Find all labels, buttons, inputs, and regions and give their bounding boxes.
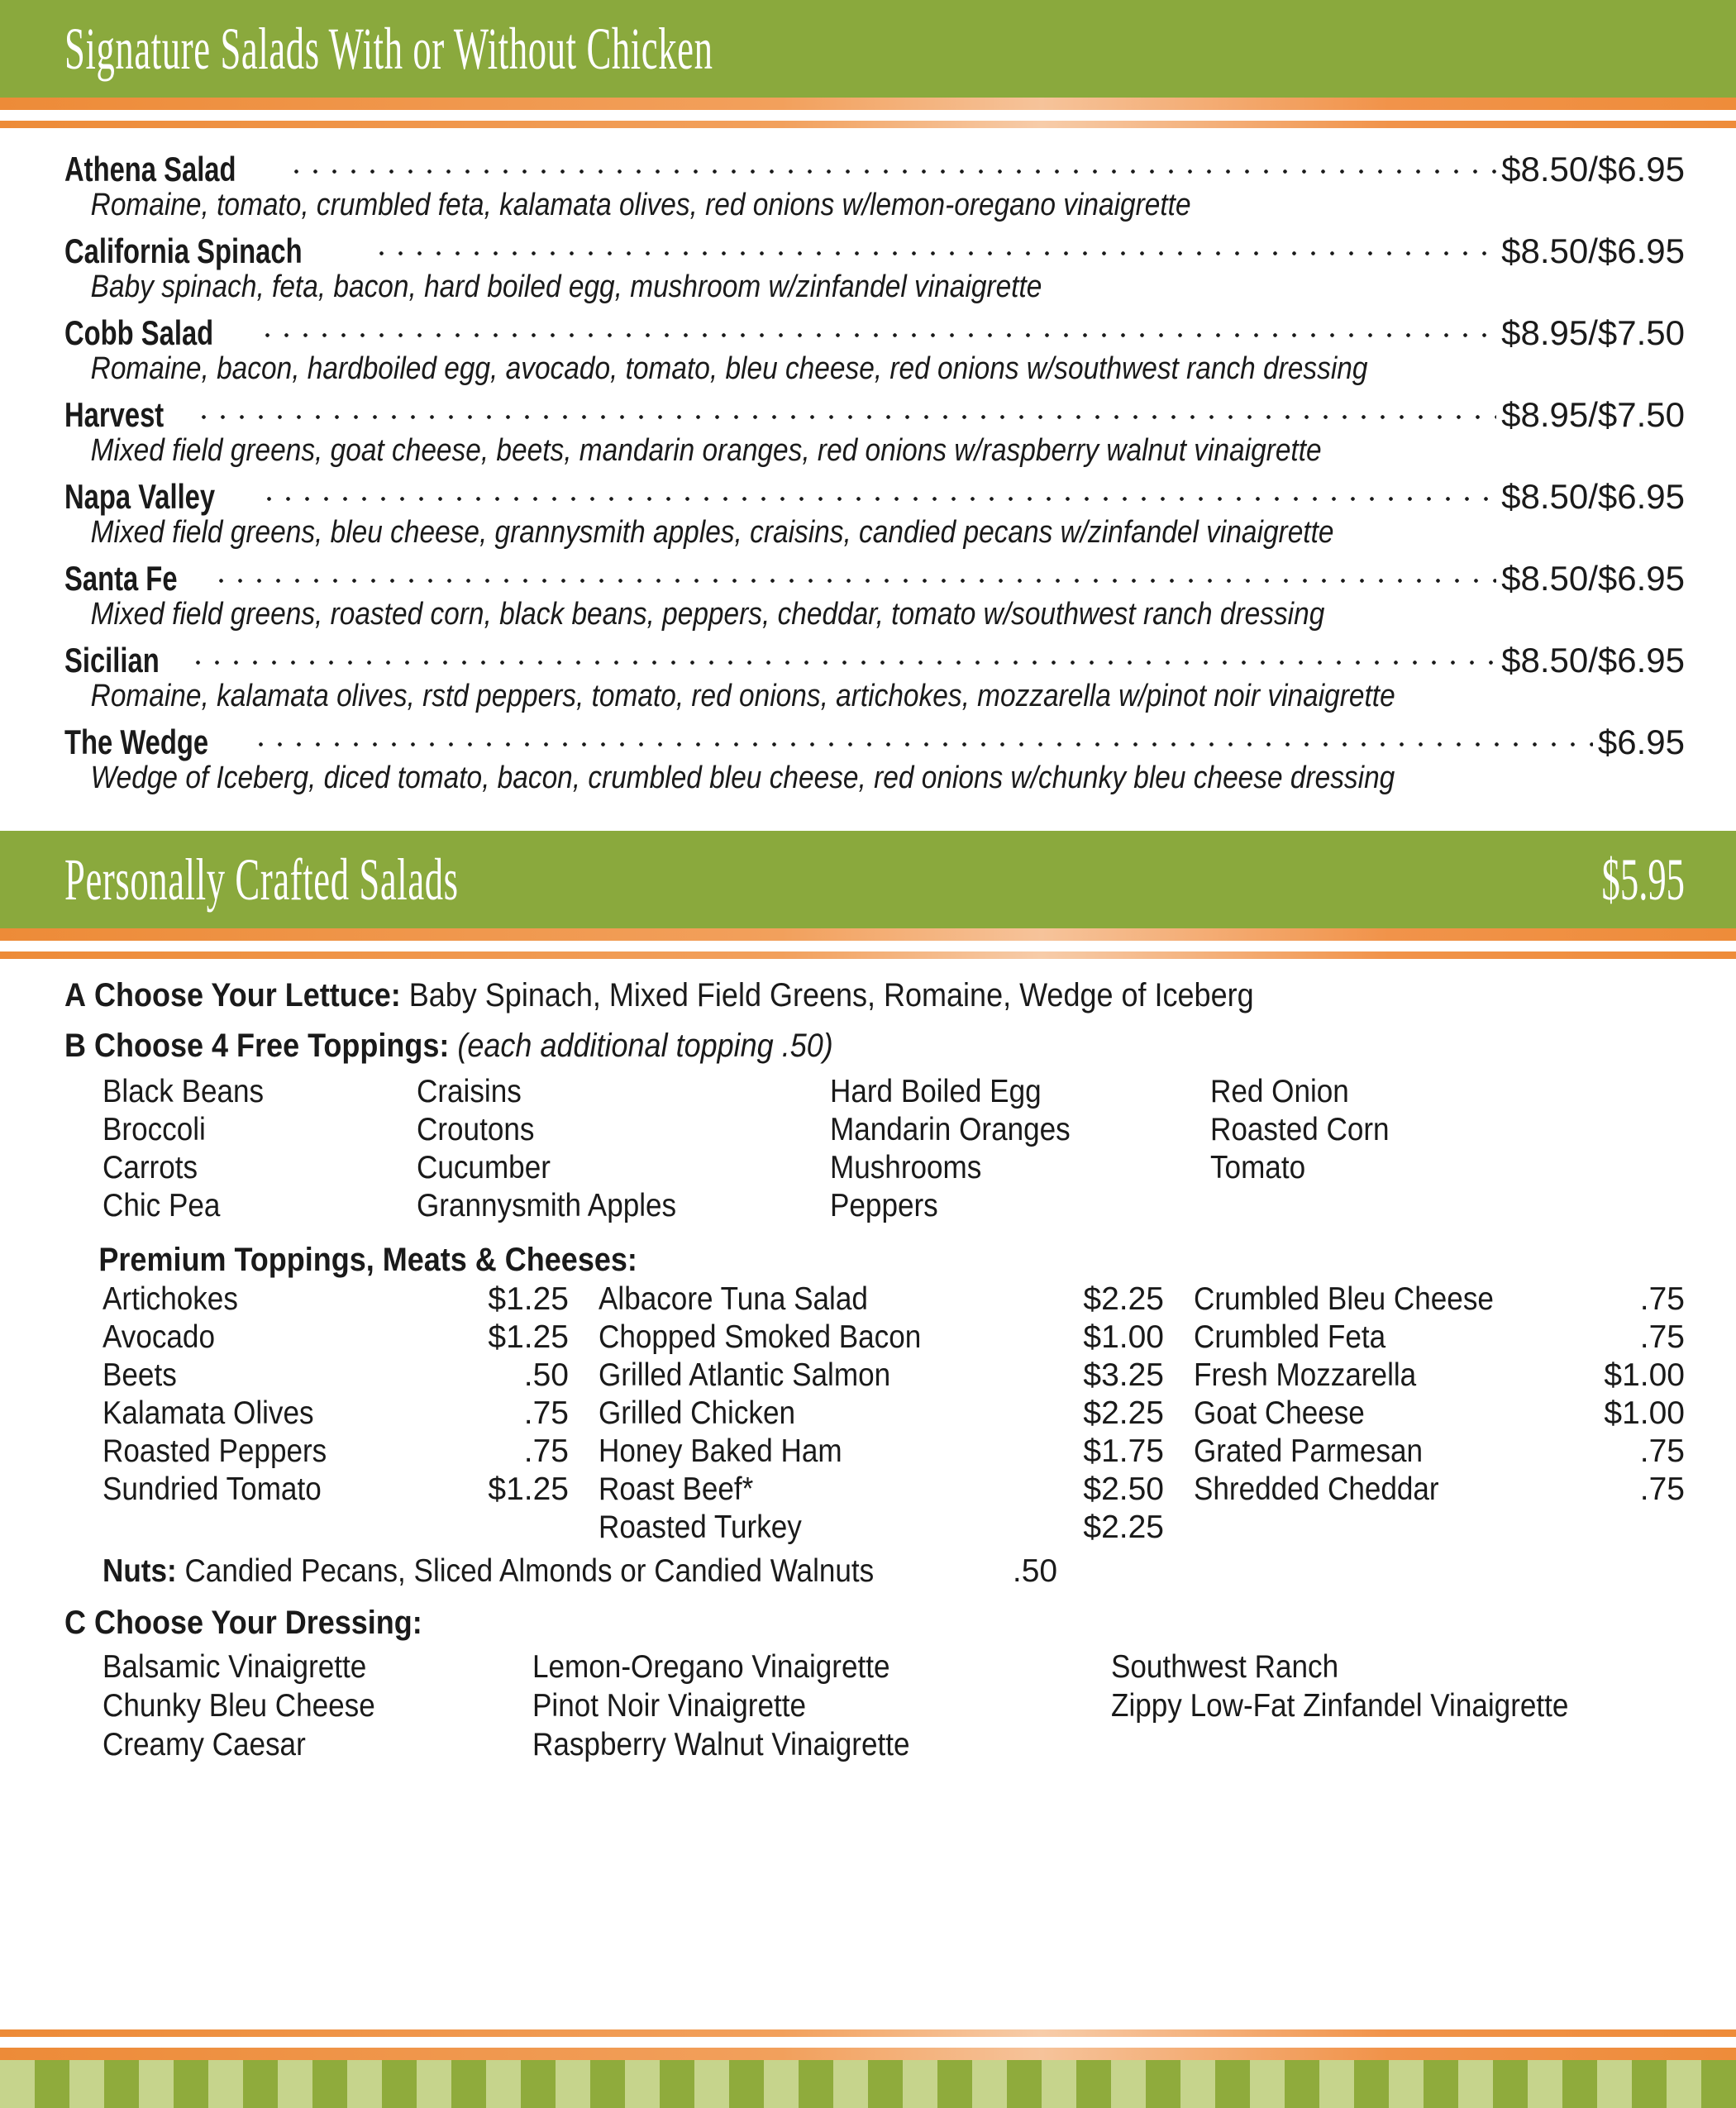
premium-name: Sundried Tomato	[103, 1471, 322, 1508]
menu-item-description: Romaine, bacon, hardboiled egg, avocado, tomato, bleu cheese, red onions w/southwest ranch dressing	[90, 351, 1368, 386]
footer-stripe	[1319, 2060, 1354, 2108]
topping-item: Peppers	[830, 1188, 938, 1224]
menu-item	[64, 150, 1685, 223]
footer-stripe	[1528, 2060, 1562, 2108]
dressing-item: Zippy Low-Fat Zinfandel Vinaigrette	[1111, 1687, 1569, 1724]
dot-leader	[259, 724, 1593, 754]
menu-item-description: Romaine, tomato, crumbled feta, kalamata olives, red onions w/lemon-oregano vinaigrette	[90, 188, 1191, 222]
nuts-price: .50	[1012, 1553, 1058, 1590]
premium-name: Shredded Cheddar	[1194, 1471, 1439, 1508]
topping-item	[1210, 1187, 1638, 1225]
nuts-options: Candied Pecans, Sliced Almonds or Candied Walnuts	[184, 1553, 875, 1590]
premium-name: Fresh Mozzarella	[1194, 1357, 1417, 1394]
step-c-letter: C	[64, 1605, 87, 1642]
topping-item: Roasted Corn	[1210, 1112, 1390, 1148]
footer-stripe	[1111, 2060, 1146, 2108]
page-footer	[0, 2029, 1736, 2108]
footer-stripe	[833, 2060, 868, 2108]
menu-item-price: $8.95/$7.50	[1501, 395, 1685, 434]
step-c-label: Choose Your Dressing:	[94, 1605, 422, 1642]
footer-stripe	[139, 2060, 174, 2108]
header-divider-crafted	[0, 928, 1736, 959]
premium-row	[599, 1509, 1194, 1547]
topping-item: Cucumber	[417, 1150, 551, 1186]
step-c-dressing	[64, 1605, 1523, 1642]
topping-item: Craisins	[417, 1074, 522, 1109]
footer-stripe	[660, 2060, 694, 2108]
premium-name: Goat Cheese	[1194, 1395, 1365, 1432]
crafted-salads-header	[0, 831, 1736, 928]
signature-salads-header	[0, 0, 1736, 98]
premium-price: $1.25	[488, 1319, 569, 1356]
menu-item-description: Mixed field greens, roasted corn, black beans, peppers, cheddar, tomato w/southwest ranch dressing	[90, 597, 1325, 632]
step-b-letter: B	[64, 1028, 87, 1064]
menu-item-price: $8.50/$6.95	[1501, 150, 1685, 188]
footer-stripe	[1458, 2060, 1493, 2108]
menu-item-price: $6.95	[1597, 723, 1685, 761]
footer-stripe	[1632, 2060, 1667, 2108]
topping-item: Tomato	[1210, 1150, 1306, 1186]
dressing-item: Balsamic Vinaigrette	[103, 1649, 367, 1686]
premium-price: $2.25	[1083, 1509, 1164, 1546]
footer-stripe	[417, 2060, 451, 2108]
orange-rule-thin	[0, 121, 1736, 128]
premium-name: Honey Baked Ham	[599, 1433, 842, 1470]
premium-column-meats	[599, 1281, 1194, 1547]
premium-column-cheeses	[1194, 1281, 1685, 1547]
step-b-toppings	[64, 1028, 1523, 1065]
premium-name: Grilled Atlantic Salmon	[599, 1357, 891, 1394]
premium-column-toppings	[103, 1281, 599, 1547]
orange-rule-thin	[0, 951, 1736, 959]
premium-name: Grated Parmesan	[1194, 1433, 1424, 1470]
premium-price: .75	[1639, 1471, 1685, 1508]
premium-price: $2.25	[1083, 1281, 1164, 1318]
footer-orange-rule-thin	[0, 2029, 1736, 2037]
premium-name: Chopped Smoked Bacon	[599, 1319, 922, 1356]
footer-stripe	[764, 2060, 799, 2108]
premium-row	[103, 1433, 599, 1471]
topping-item: Chic Pea	[103, 1188, 221, 1224]
premium-name: Roasted Turkey	[599, 1509, 802, 1546]
footer-stripe	[729, 2060, 764, 2108]
footer-stripe	[104, 2060, 139, 2108]
menu-item-price: $8.50/$6.95	[1501, 641, 1685, 680]
menu-item	[64, 395, 1685, 469]
footer-stripe	[694, 2060, 729, 2108]
topping-item: Grannysmith Apples	[417, 1188, 677, 1224]
menu-item-name: Sicilian	[64, 641, 160, 680]
footer-stripe	[451, 2060, 486, 2108]
footer-stripe	[208, 2060, 243, 2108]
step-b-note: (each additional topping .50)	[457, 1028, 833, 1064]
footer-stripe	[1667, 2060, 1701, 2108]
premium-price: $1.25	[488, 1471, 569, 1508]
footer-stripe	[521, 2060, 556, 2108]
menu-item	[64, 559, 1685, 632]
premium-row	[1194, 1281, 1685, 1319]
premium-row	[1194, 1471, 1685, 1509]
nuts-row	[64, 1553, 1685, 1590]
menu-item	[64, 231, 1685, 305]
premium-price: $1.00	[1083, 1319, 1164, 1356]
premium-name: Grilled Chicken	[599, 1395, 795, 1432]
premium-row	[599, 1395, 1194, 1433]
footer-stripe	[1493, 2060, 1528, 2108]
menu-item-description: Mixed field greens, bleu cheese, grannysmith apples, craisins, candied pecans w/zinfandel vinaigrette	[90, 515, 1334, 550]
step-a-label: Choose Your Lettuce:	[94, 977, 401, 1013]
topping-item: Hard Boiled Egg	[830, 1074, 1042, 1109]
premium-name: Roast Beef*	[599, 1471, 754, 1508]
dot-leader	[379, 233, 1496, 263]
premium-price: .75	[1639, 1319, 1685, 1356]
premium-price: $1.00	[1604, 1357, 1685, 1394]
footer-stripe	[1215, 2060, 1250, 2108]
premium-price: $3.25	[1083, 1357, 1164, 1394]
premium-name: Artichokes	[103, 1281, 238, 1318]
footer-orange-rule-thick	[0, 2048, 1736, 2060]
premium-price: $1.25	[488, 1281, 569, 1318]
dot-leader	[267, 479, 1496, 508]
dot-leader	[294, 151, 1496, 181]
footer-stripe	[1007, 2060, 1042, 2108]
premium-row	[599, 1357, 1194, 1395]
dressing-item: Lemon-Oregano Vinaigrette	[532, 1649, 890, 1686]
orange-rule-thick	[0, 98, 1736, 110]
premium-price: .50	[523, 1357, 569, 1394]
premium-row	[103, 1319, 599, 1357]
menu-item-name: Cobb Salad	[64, 313, 214, 352]
premium-price: $1.00	[1604, 1395, 1685, 1432]
footer-stripe	[382, 2060, 417, 2108]
menu-item	[64, 313, 1685, 387]
premium-row	[599, 1281, 1194, 1319]
signature-salads-list	[0, 128, 1736, 813]
topping-item: Croutons	[417, 1112, 535, 1148]
footer-stripe	[1076, 2060, 1111, 2108]
premium-name: Kalamata Olives	[103, 1395, 314, 1432]
dressing-item: Chunky Bleu Cheese	[103, 1687, 375, 1724]
footer-stripe	[1389, 2060, 1424, 2108]
footer-white-gap	[0, 2037, 1736, 2048]
topping-item: Carrots	[103, 1150, 198, 1186]
footer-stripe	[1701, 2060, 1736, 2108]
step-a-options: Baby Spinach, Mixed Field Greens, Romaine, Wedge of Iceberg	[408, 977, 1254, 1013]
menu-item-description: Baby spinach, feta, bacon, hard boiled egg, mushroom w/zinfandel vinaigrette	[90, 269, 1042, 304]
free-toppings-grid	[64, 1073, 1685, 1225]
white-gap	[0, 941, 1736, 951]
dot-leader	[265, 315, 1496, 345]
menu-item-description: Wedge of Iceberg, diced tomato, bacon, crumbled bleu cheese, red onions w/chunky bleu cheese dressing	[90, 761, 1395, 795]
premium-name: Beets	[103, 1357, 177, 1394]
topping-item: Mandarin Oranges	[830, 1112, 1071, 1148]
footer-stripe	[174, 2060, 208, 2108]
footer-stripe	[556, 2060, 590, 2108]
step-a-lettuce	[64, 977, 1523, 1014]
footer-stripe	[937, 2060, 972, 2108]
footer-stripe	[243, 2060, 278, 2108]
footer-stripe	[1285, 2060, 1319, 2108]
premium-name: Crumbled Bleu Cheese	[1194, 1281, 1494, 1318]
dot-leader	[202, 397, 1496, 427]
premium-price: $2.25	[1083, 1395, 1164, 1432]
footer-stripe	[312, 2060, 347, 2108]
footer-stripe	[69, 2060, 104, 2108]
footer-stripe	[972, 2060, 1007, 2108]
footer-stripe	[1146, 2060, 1180, 2108]
footer-stripe	[1562, 2060, 1597, 2108]
premium-toppings-table	[64, 1281, 1685, 1547]
premium-row	[599, 1433, 1194, 1471]
premium-price: .75	[1639, 1433, 1685, 1470]
menu-item-description: Romaine, kalamata olives, rstd peppers, tomato, red onions, artichokes, mozzarella w/pinot noir vinaigrette	[90, 679, 1395, 713]
menu-item-price: $8.50/$6.95	[1501, 231, 1685, 270]
menu-item-name: Napa Valley	[64, 477, 216, 516]
premium-price: .75	[523, 1433, 569, 1470]
premium-row	[103, 1281, 599, 1319]
premium-row	[599, 1319, 1194, 1357]
footer-stripe	[1250, 2060, 1285, 2108]
premium-row	[1194, 1433, 1685, 1471]
dressings-grid	[64, 1648, 1685, 1764]
premium-name: Avocado	[103, 1319, 215, 1356]
dot-leader	[196, 642, 1496, 672]
menu-item	[64, 477, 1685, 551]
topping-item: Mushrooms	[830, 1150, 982, 1186]
dressing-item	[1111, 1726, 1628, 1765]
premium-name: Crumbled Feta	[1194, 1319, 1386, 1356]
step-a-letter: A	[64, 977, 87, 1013]
footer-stripe	[1180, 2060, 1215, 2108]
footer-stripe	[903, 2060, 937, 2108]
premium-price: $1.75	[1083, 1433, 1164, 1470]
footer-stripe	[486, 2060, 521, 2108]
crafted-salads-body	[0, 959, 1736, 1765]
crafted-salads-title: Personally Crafted Salads	[64, 847, 459, 913]
menu-item-name: Athena Salad	[64, 150, 236, 188]
menu-item-price: $8.50/$6.95	[1501, 477, 1685, 516]
footer-stripe	[590, 2060, 625, 2108]
menu-item-name: The Wedge	[64, 723, 209, 761]
topping-item: Black Beans	[103, 1074, 265, 1109]
footer-stripe	[799, 2060, 833, 2108]
footer-stripe	[347, 2060, 382, 2108]
orange-rule-thick	[0, 928, 1736, 941]
footer-stripe	[0, 2060, 35, 2108]
topping-item: Broccoli	[103, 1112, 206, 1148]
footer-stripe	[1354, 2060, 1389, 2108]
white-gap	[0, 110, 1736, 121]
step-b-label: Choose 4 Free Toppings:	[94, 1028, 450, 1064]
premium-name: Roasted Peppers	[103, 1433, 327, 1470]
premium-row	[1194, 1319, 1685, 1357]
premium-row	[599, 1471, 1194, 1509]
premium-name: Albacore Tuna Salad	[599, 1281, 868, 1318]
menu-item-name: Santa Fe	[64, 559, 178, 598]
dressing-item: Creamy Caesar	[103, 1726, 306, 1762]
menu-item	[64, 641, 1685, 714]
premium-row	[1194, 1357, 1685, 1395]
premium-row	[1194, 1395, 1685, 1433]
menu-item-price: $8.50/$6.95	[1501, 559, 1685, 598]
footer-stripe	[625, 2060, 660, 2108]
dressing-item: Pinot Noir Vinaigrette	[532, 1687, 807, 1724]
premium-price: .75	[523, 1395, 569, 1432]
header-divider-signature	[0, 98, 1736, 128]
menu-item-name: California Spinach	[64, 231, 303, 270]
premium-price: .75	[1639, 1281, 1685, 1318]
footer-stripe-pattern	[0, 2060, 1736, 2108]
dot-leader	[219, 560, 1496, 590]
premium-row	[103, 1395, 599, 1433]
premium-toppings-heading: Premium Toppings, Meats & Cheeses:	[98, 1242, 637, 1279]
footer-stripe	[1042, 2060, 1076, 2108]
footer-stripe	[35, 2060, 69, 2108]
menu-item	[64, 723, 1685, 796]
crafted-salads-price: $5.95	[1601, 847, 1685, 913]
footer-stripe	[278, 2060, 312, 2108]
premium-row	[103, 1471, 599, 1509]
nuts-label: Nuts:	[103, 1553, 177, 1590]
menu-item-name: Harvest	[64, 395, 165, 434]
footer-stripe	[1597, 2060, 1632, 2108]
dressing-item: Raspberry Walnut Vinaigrette	[532, 1726, 910, 1762]
footer-stripe	[868, 2060, 903, 2108]
premium-price: $2.50	[1083, 1471, 1164, 1508]
topping-item: Red Onion	[1210, 1074, 1349, 1109]
menu-item-price: $8.95/$7.50	[1501, 313, 1685, 352]
signature-salads-title: Signature Salads With or Without Chicken	[64, 16, 713, 82]
premium-row	[103, 1357, 599, 1395]
menu-item-description: Mixed field greens, goat cheese, beets, mandarin oranges, red onions w/raspberry walnut vinaigrette	[90, 433, 1322, 468]
footer-stripe	[1424, 2060, 1458, 2108]
dressing-item: Southwest Ranch	[1111, 1649, 1339, 1686]
